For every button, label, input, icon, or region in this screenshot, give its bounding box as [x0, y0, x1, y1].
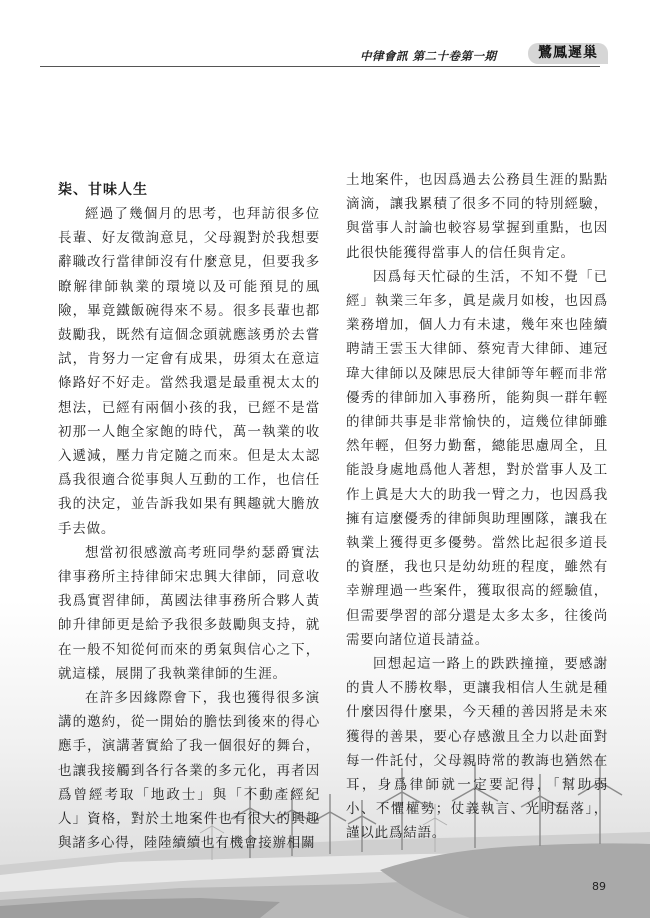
page-number: 89 [592, 880, 606, 893]
body-paragraph-3: 在許多因緣際會下，我也獲得很多演講的邀約，從一開始的膽怯到後來的得心應手，演講著實給了我一個很好的舞台，也讓我接觸到各行各業的多元化，再者因爲曾經考取「地政士」與「不動產經紀人」資格，對於土地案件也有很大的興趣與諸多心得，陸陸續續也有機會接辦相關 [58, 690, 320, 852]
body-paragraph-5: 回想起這一路上的跌跌撞撞，要感謝的貴人不勝枚舉，更讓我相信人生就是種什麼因得什麼果，今天種的善因將是未來獲得的善果，要心存感激且全力以赴面對每一件託付，父母親時常的教誨也猶然在耳，身爲律師就一定要記得，「幫助弱小、不懼權勢；仗義執言、光明磊落」，謹以此爲結語。 [346, 656, 608, 842]
body-paragraph-1: 經過了幾個月的思考，也拜訪很多位長輩、好友徵詢意見，父母親對於我想要辭職改行當律師沒有什麼意見，但要我多瞭解律師執業的環境以及可能預見的風險，畢竟鐵飯碗得來不易。很多長輩也都鼓勵我，既然有這個念頭就應該勇於去嘗試，肯努力一定會有成果，毋須太在意這條路好不好走。當然我還是最重視太太的想法，已經有兩個小孩的我，已經不是當初那一人飽全家飽的時代，萬一執業的收入遞減，壓力肯定隨之而來。但是太太認爲我很適合從事與人互動的工作，也信任我的決定，並告訴我如果有興趣就大膽放手去做。 [58, 206, 320, 537]
body-paragraph-4: 因爲每天忙碌的生活，不知不覺「已經」執業三年多，眞是歲月如梭，也因爲業務增加，個人力有未逮，幾年來也陸續聘請王雲玉大律師、蔡宛青大律師、連冠瑋大律師以及陳思辰大律師等年輕而非常優秀的律師加入事務所，能夠與一群年輕的律師共事是非常愉快的，這幾位律師雖然年輕，但努力勤奮，總能思慮周全，且能設身處地爲他人著想，對於當事人及工作上眞是大大的助我一臂之力，也因爲我擁有這麼優秀的律師與助理團隊，讓我在執業上獲得更多優勢。當然比起很多道長的資歷，我也只是幼幼班的程度，雖然有幸辦理過一些案件，獲取很高的經驗值，但需要學習的部分還是太多太多，往後尚需要向諸位道長請益。 [346, 268, 608, 648]
body-paragraph-3-continued: 土地案件，也因爲過去公務員生涯的點點滴滴，讓我累積了很多不同的特別經驗，與當事人討論也較容易掌握到重點，也因此很快能獲得當事人的信任與肯定。 [346, 172, 608, 261]
page-header [0, 46, 650, 68]
header-rule [40, 66, 600, 67]
journal-title: 中律會訊 第二十卷第一期 [360, 49, 497, 63]
body-paragraph-2: 想當初很感激高考班同學約瑟爵實法律事務所主持律師宋忠興大律師，同意收我爲實習律師，萬國法律事務所合夥人黃帥升律師更是給予我很多鼓勵與支持，就在一般不知從何而來的勇氣與信心之下，就這樣，展開了我執業律師的生涯。 [58, 544, 320, 682]
left-text-column [58, 168, 320, 855]
section-heading: 柒、甘味人生 [58, 182, 148, 198]
column-title-tab: 鷺鳳遲巢 [528, 43, 608, 64]
right-text-column [346, 168, 608, 846]
